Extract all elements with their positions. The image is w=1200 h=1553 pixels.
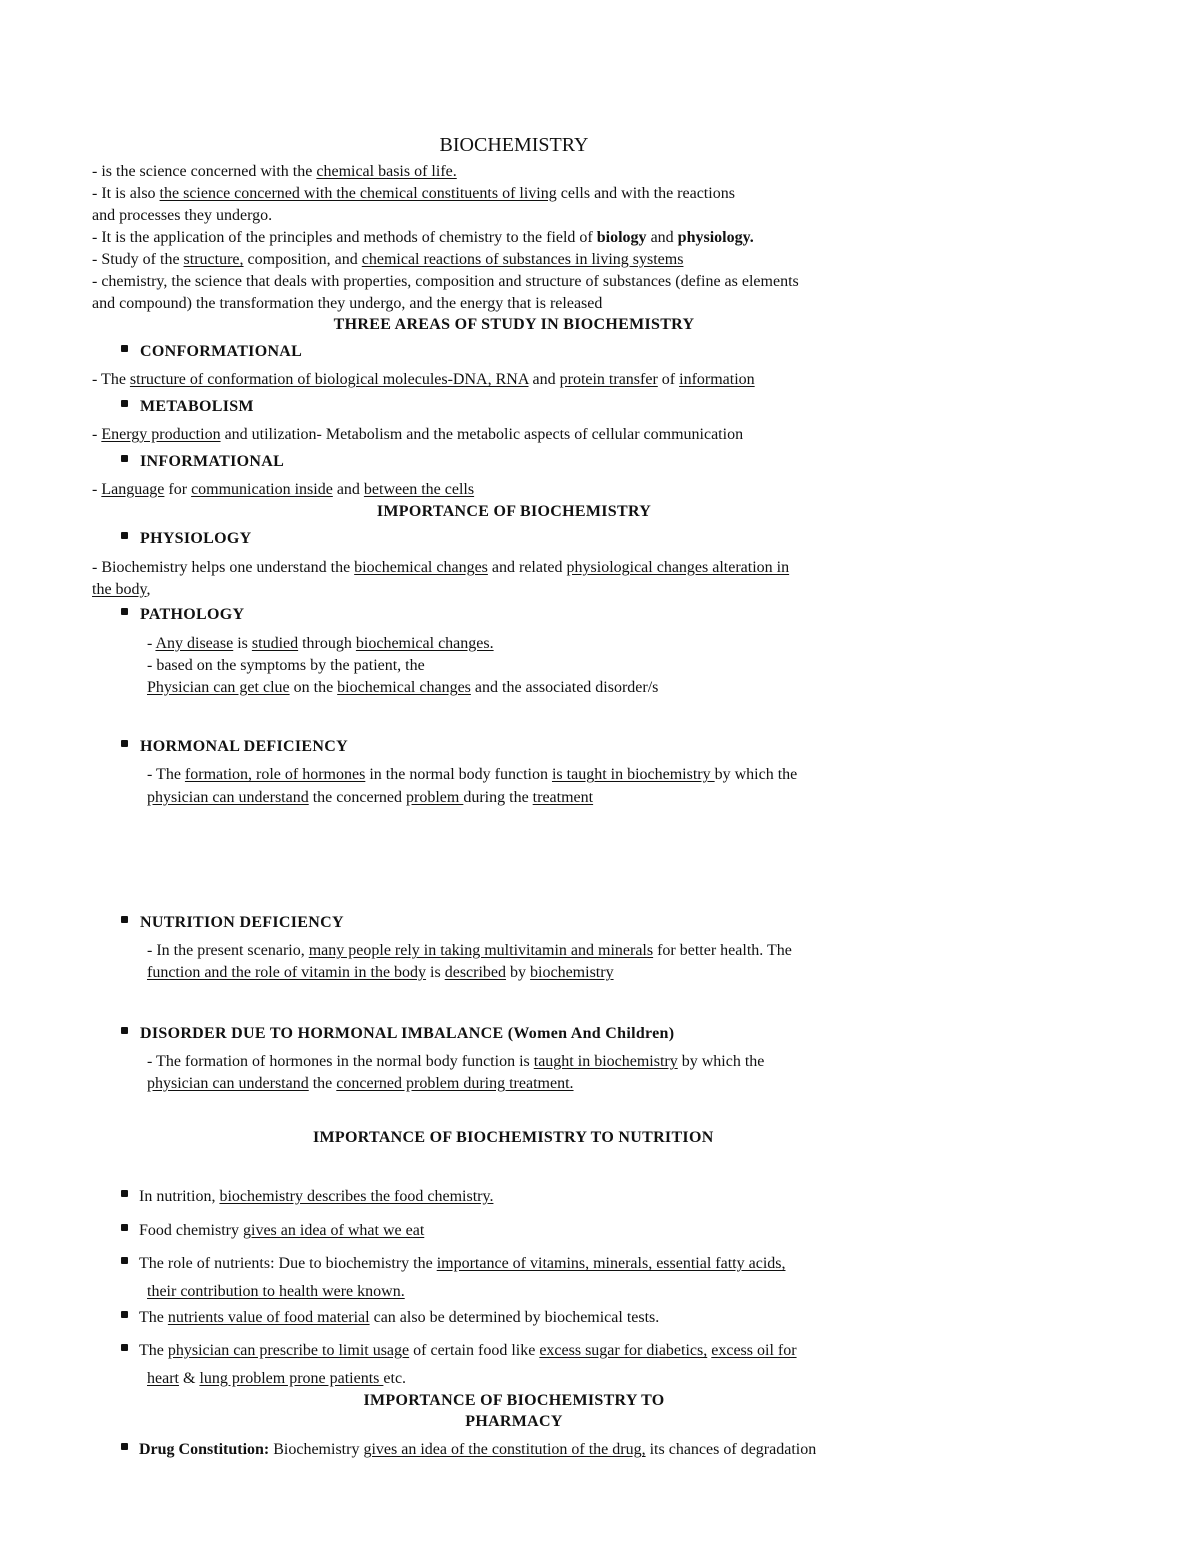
pharmacy-heading-line-2: PHARMACY	[465, 1413, 563, 1430]
pathology-heading: PATHOLOGY	[140, 606, 245, 623]
informational-heading: INFORMATIONAL	[140, 453, 285, 470]
bullet-icon	[121, 1224, 128, 1231]
nutrition-deficiency-heading: NUTRITION DEFICIENCY	[140, 914, 344, 931]
nutrition-heading: IMPORTANCE OF BIOCHEMISTRY TO NUTRITION	[313, 1129, 714, 1146]
nutrition-item-1: In nutrition, biochemistry describes the food chemistry.	[139, 1188, 494, 1205]
intro-line-4: - It is the application of the principles and methods of chemistry to the field of biology and physiology.	[92, 229, 754, 246]
informational-text: - Language for communication inside and between the cells	[92, 481, 475, 498]
intro-line-7: and compound) the transformation they undergo, and the energy that is released	[92, 295, 603, 312]
nutrition-deficiency-text-2: function and the role of vitamin in the body is described by biochemistry	[147, 964, 614, 981]
nutrition-item-3-cont: their contribution to health were known.	[147, 1283, 405, 1300]
pharmacy-heading-line-1: IMPORTANCE OF BIOCHEMISTRY TO	[363, 1392, 665, 1409]
bullet-icon	[121, 1344, 128, 1351]
metabolism-heading: METABOLISM	[140, 398, 254, 415]
bullet-icon	[121, 1257, 128, 1264]
importance-heading: IMPORTANCE OF BIOCHEMISTRY	[376, 503, 652, 520]
hormonal-deficiency-text-2: physician can understand the concerned problem during the treatment	[147, 789, 594, 806]
bullet-icon	[121, 608, 128, 615]
page-title: BIOCHEMISTRY	[439, 134, 589, 156]
pathology-text-2: - based on the symptoms by the patient, the	[147, 657, 425, 674]
bullet-icon	[121, 916, 128, 923]
intro-line-1: - is the science concerned with the chemical basis of life.	[92, 163, 457, 180]
bullet-icon	[121, 1190, 128, 1197]
areas-heading: THREE AREAS OF STUDY IN BIOCHEMISTRY	[333, 316, 695, 333]
bullet-icon	[121, 532, 128, 539]
bullet-icon	[121, 400, 128, 407]
intro-line-3: and processes they undergo.	[92, 207, 273, 224]
physiology-text-2: the body,	[92, 581, 151, 598]
pharmacy-item-1: Drug Constitution: Biochemistry gives an idea of the constitution of the drug, its chances of degradation	[139, 1441, 817, 1458]
bullet-icon	[121, 1311, 128, 1318]
hormonal-imbalance-heading: DISORDER DUE TO HORMONAL IMBALANCE (Women And Children)	[140, 1025, 675, 1042]
physiology-text-1: - Biochemistry helps one understand the biochemical changes and related physiological changes alteration in	[92, 559, 790, 576]
nutrition-item-5: The physician can prescribe to limit usage of certain food like excess sugar for diabetics, excess oil for	[139, 1342, 797, 1359]
hormonal-deficiency-text-1: - The formation, role of hormones in the normal body function is taught in biochemistry by which the	[147, 766, 798, 783]
bullet-icon	[121, 1443, 128, 1450]
hormonal-imbalance-text-1: - The formation of hormones in the normal body function is taught in biochemistry by which the	[147, 1053, 765, 1070]
nutrition-deficiency-text-1: - In the present scenario, many people rely in taking multivitamin and minerals for better health. The	[147, 942, 792, 959]
bullet-icon	[121, 1027, 128, 1034]
nutrition-item-5-cont: heart & lung problem prone patients etc.	[147, 1370, 407, 1387]
conformational-text: - The structure of conformation of biological molecules-DNA, RNA and protein transfer of information	[92, 371, 755, 388]
intro-line-5: - Study of the structure, composition, and chemical reactions of substances in living systems	[92, 251, 684, 268]
conformational-heading: CONFORMATIONAL	[140, 343, 303, 360]
pathology-text-1: - Any disease is studied through biochemical changes.	[147, 635, 494, 652]
metabolism-text: - Energy production and utilization- Metabolism and the metabolic aspects of cellular communication	[92, 426, 744, 443]
intro-line-6: - chemistry, the science that deals with properties, composition and structure of substances (define as elements	[92, 273, 799, 290]
nutrition-item-4: The nutrients value of food material can also be determined by biochemical tests.	[139, 1309, 660, 1326]
nutrition-item-3: The role of nutrients: Due to biochemistry the importance of vitamins, minerals, essential fatty acids,	[139, 1255, 786, 1272]
intro-line-2: - It is also the science concerned with the chemical constituents of living cells and with the reactions	[92, 185, 735, 202]
bullet-icon	[121, 740, 128, 747]
nutrition-item-2: Food chemistry gives an idea of what we eat	[139, 1222, 425, 1239]
bullet-icon	[121, 455, 128, 462]
hormonal-deficiency-heading: HORMONAL DEFICIENCY	[140, 738, 348, 755]
pathology-text-3: Physician can get clue on the biochemical changes and the associated disorder/s	[147, 679, 659, 696]
bullet-icon	[121, 345, 128, 352]
hormonal-imbalance-text-2: physician can understand the concerned problem during treatment.	[147, 1075, 574, 1092]
physiology-heading: PHYSIOLOGY	[140, 530, 252, 547]
